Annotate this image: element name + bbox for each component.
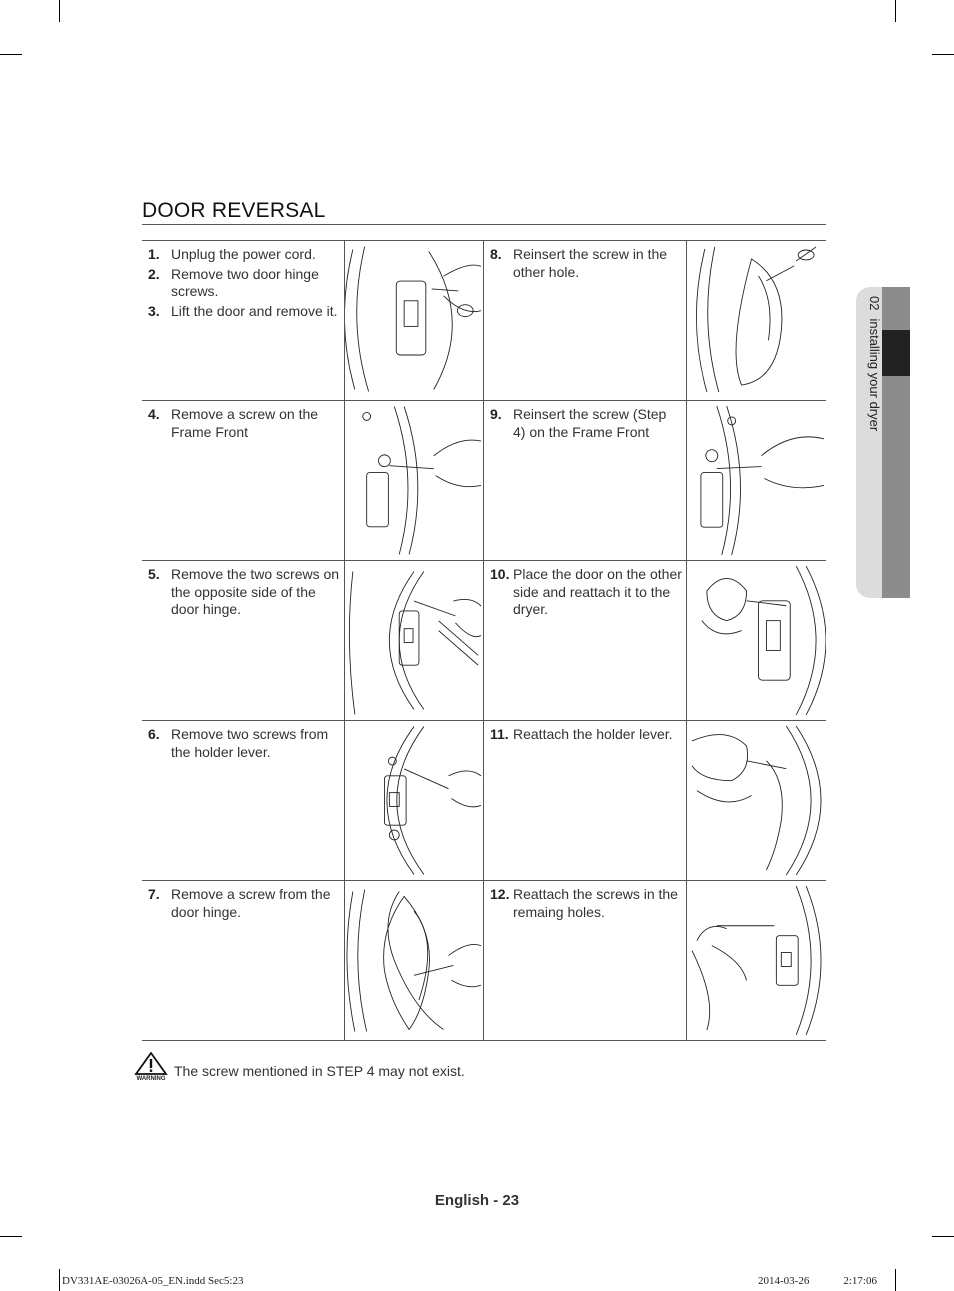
- step-text: Reattach the holder lever.: [513, 726, 673, 742]
- step-number: 2.: [148, 265, 160, 282]
- footer-timestamp: [758, 1275, 877, 1287]
- step-number: 1.: [148, 246, 160, 262]
- step-cell: [484, 241, 686, 401]
- crop-mark: [895, 0, 896, 22]
- crop-mark: [895, 1269, 896, 1291]
- step-text: Remove two screws from the holder lever.: [171, 726, 329, 760]
- step-cell: [484, 721, 686, 881]
- footer-time: 2:17:06: [843, 1275, 877, 1287]
- step-cell: [142, 721, 344, 881]
- chapter-number: 02: [867, 296, 882, 311]
- step-illustration: [344, 881, 484, 1041]
- step-number: 3.: [148, 302, 160, 319]
- step-text: Remove two door hinge screws.: [171, 265, 319, 299]
- step-number: 12.: [490, 886, 510, 902]
- step-illustration: [686, 241, 826, 401]
- step-illustration: [344, 721, 484, 881]
- page-title: DOOR REVERSAL: [142, 199, 326, 222]
- step-cell: [484, 561, 686, 721]
- step-illustration: [344, 401, 484, 561]
- step-number: 4.: [148, 406, 160, 422]
- crop-mark: [932, 1236, 954, 1237]
- step-cell: [142, 881, 344, 1041]
- crop-mark: [59, 0, 60, 22]
- crop-mark: [0, 54, 22, 55]
- warning-note: [134, 1052, 465, 1084]
- title-divider: [142, 224, 826, 225]
- step-text: Place the door on the other side and reattach it to the dryer.: [513, 566, 682, 617]
- step-cell: [142, 561, 344, 721]
- step-number: 5.: [148, 566, 160, 582]
- step-number: 7.: [148, 886, 160, 902]
- step-cell: [484, 881, 686, 1041]
- chapter-tab-label: [867, 296, 882, 456]
- step-number: 10.: [490, 566, 510, 582]
- step-cell: [142, 401, 344, 561]
- warning-label: WARNING: [136, 1076, 166, 1082]
- step-number: 11.: [490, 726, 509, 742]
- steps-table: [142, 240, 826, 1043]
- step-text: Unplug the power cord.: [171, 246, 316, 262]
- chapter-title: installing your dryer: [867, 318, 882, 432]
- step-text: Remove the two screws on the opposite side of the door hinge.: [171, 566, 340, 617]
- warning-triangle-icon: [134, 1052, 168, 1084]
- footer-file: DV331AE-03026A-05_EN.indd Sec5:23: [62, 1275, 244, 1287]
- crop-mark: [0, 1236, 22, 1237]
- footer-date: 2014-03-26: [758, 1275, 810, 1287]
- step-text: Reinsert the screw (Step 4) on the Frame Front: [513, 406, 667, 440]
- step-illustration: [686, 401, 826, 561]
- step-text: Reinsert the screw in the other hole.: [513, 246, 668, 280]
- step-number: 6.: [148, 726, 160, 742]
- step-text: Remove a screw on the Frame Front: [171, 406, 319, 440]
- step-cell: [142, 241, 344, 401]
- step-text: Reattach the screws in the remaing holes.: [513, 886, 678, 920]
- step-illustration: [686, 881, 826, 1041]
- step-number: 8.: [490, 246, 502, 262]
- step-number: 9.: [490, 406, 502, 422]
- crop-mark: [932, 54, 954, 55]
- step-cell: [484, 401, 686, 561]
- chapter-tab-marker: [882, 330, 910, 376]
- warning-text: The screw mentioned in STEP 4 may not exist.: [174, 1063, 465, 1079]
- crop-mark: [59, 1269, 60, 1291]
- step-illustration: [344, 241, 484, 401]
- step-illustration: [344, 561, 484, 721]
- step-text: Remove a screw from the door hinge.: [171, 886, 331, 920]
- step-illustration: [686, 561, 826, 721]
- step-text: Lift the door and remove it.: [171, 302, 338, 319]
- page-number: English - 23: [434, 1192, 520, 1209]
- step-illustration: [686, 721, 826, 881]
